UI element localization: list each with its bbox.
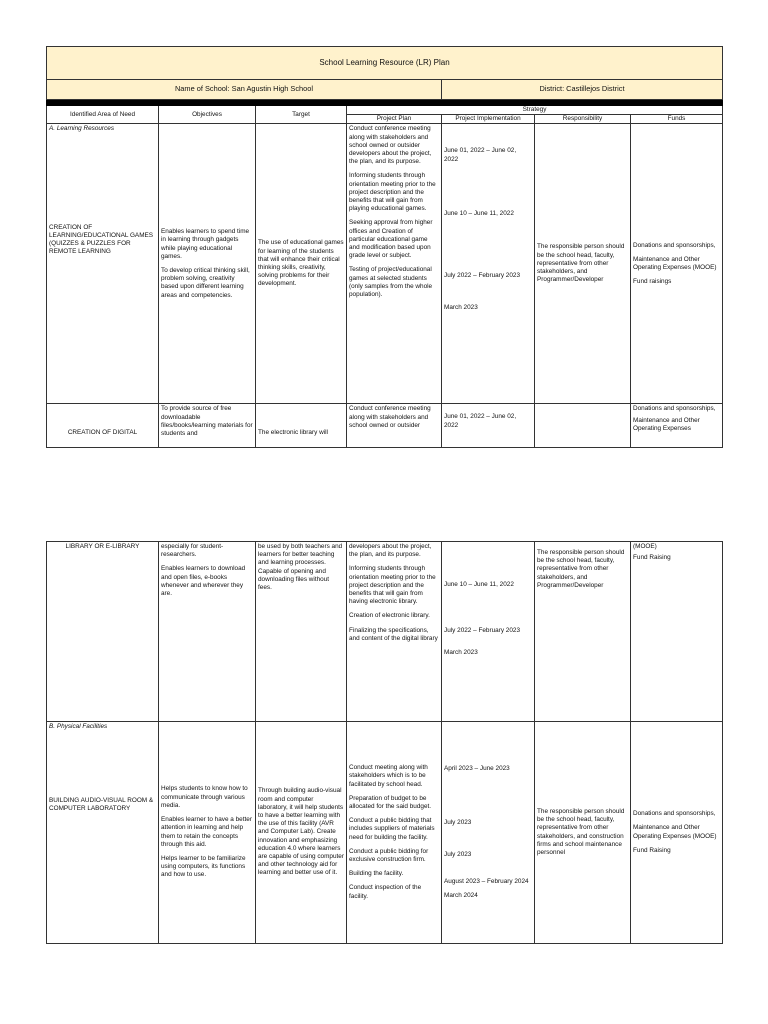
- library-implementation-cell-continued: [442, 542, 535, 722]
- games-area-cell: [47, 124, 159, 404]
- avr-area-label: BUILDING AUDIO-VISUAL ROOM & COMPUTER LABORATORY: [49, 797, 154, 813]
- games-target-cell: The use of educational games for learning of the students that will enhance their critical thinking skills, creativity, solving problems for their development.: [256, 124, 347, 404]
- header-target: Target: [256, 106, 347, 124]
- library-implementation-cell: [442, 404, 535, 448]
- plan-step: Informing students through orientation meeting prior to the project description and the benefits that will gain from playing educational games.: [349, 172, 436, 213]
- library-area-cell: [47, 404, 159, 448]
- avr-area-cell: [47, 722, 159, 944]
- library-objectives-cell: To provide source of free downloadable files/books/learning materials for students and: [159, 404, 256, 448]
- plan-step: Conduct a public bidding for exclusive construction firm.: [349, 847, 429, 863]
- avr-objectives-cell: [159, 722, 256, 944]
- plan-step: Creation of electronic library.: [349, 612, 430, 620]
- implementation-date: July 2023: [444, 851, 472, 859]
- plan-step: Seeking approval from higher offices and Creation of particular educational game and modification based upon grade level or subject.: [349, 219, 433, 260]
- implementation-date: July 2023: [444, 819, 472, 827]
- library-plan-cell: Conduct conference meeting along with stakeholders and school owned or outsider: [347, 404, 442, 448]
- plan-step: Conduct inspection of the facility.: [349, 884, 422, 900]
- lr-plan-table-continued: [46, 541, 723, 944]
- implementation-date: July 2022 – February 2023: [444, 272, 521, 280]
- library-plan-cell-continued: [347, 542, 442, 722]
- target-text: The electronic library will: [258, 429, 328, 437]
- implementation-date: August 2023 – February 2024: [444, 877, 529, 885]
- implementation-date: March 2023: [444, 304, 478, 312]
- fund-source: Fund Raising: [633, 846, 671, 854]
- fund-source: Fund raisings: [633, 278, 672, 286]
- implementation-date: April 2023 – June 2023: [444, 764, 510, 772]
- school-name: Name of School: San Agustin High School: [47, 80, 442, 100]
- fund-source: Fund Raising: [633, 554, 671, 562]
- implementation-date: June 01, 2022 – June 02, 2022: [444, 413, 517, 429]
- fund-source: Donations and sponsorships,: [633, 405, 716, 413]
- games-area-label: CREATION OF LEARNING/EDUCATIONAL GAMES (QUIZZES & PUZZLES FOR REMOTE LEARNING: [49, 223, 154, 256]
- plan-step: Preparation of budget to be allocated for the said budget.: [349, 794, 432, 810]
- avr-plan-cell: [347, 722, 442, 944]
- objective-text: To develop critical thinking skill, problem solving, creativity based upon different learning areas and competencies.: [161, 266, 250, 299]
- library-funds-cell: [631, 404, 723, 448]
- objective-text: Enables learner to have a better attention in learning and help them to retain the concepts through this aid.: [161, 816, 252, 848]
- avr-responsibility-cell: The responsible person should be the school head, faculty, representative from other stakeholders, and construction firms and school maintenance personnel: [535, 722, 631, 944]
- fund-source: Maintenance and Other Operating Expenses: [633, 416, 700, 432]
- objective-text: especially for student-researchers.: [161, 543, 224, 559]
- section-a-label: A. Learning Resources: [49, 125, 115, 133]
- games-implementation-cell: [442, 124, 535, 404]
- header-project-implementation: Project Implementation: [442, 115, 535, 124]
- header-project-plan: Project Plan: [347, 115, 442, 124]
- games-objectives-cell: [159, 124, 256, 404]
- responsibility-text: The responsible person should be the school head, faculty, representative from other stakeholders, and Programmer/Developer: [537, 549, 625, 589]
- plan-step: Conduct a public bidding that includes suppliers of materials need for building the facility.: [349, 817, 435, 841]
- district-name: District: Castillejos District: [442, 80, 723, 100]
- plan-title: School Learning Resource (LR) Plan: [47, 47, 723, 80]
- fund-source: Maintenance and Other Operating Expenses (MOOE): [633, 255, 717, 271]
- implementation-date: March 2023: [444, 649, 478, 657]
- fund-source: Donations and sponsorships,: [633, 241, 716, 249]
- objective-text: Helps students to know how to communicate through various media.: [161, 785, 248, 809]
- implementation-date: June 10 – June 11, 2022: [444, 209, 514, 217]
- objective-text: Enables learners to download and open files, e-books whenever and wherever they are.: [161, 565, 246, 598]
- games-plan-cell: [347, 124, 442, 404]
- fund-source: Maintenance and Other Operating Expenses (MOOE): [633, 824, 717, 840]
- library-area-label: LIBRARY OR E-LIBRARY: [65, 543, 140, 550]
- library-objectives-cell-continued: [159, 542, 256, 722]
- plan-step: Testing of project/educational games at selected students (only samples from the whole population).: [349, 266, 433, 299]
- games-responsibility-cell: The responsible person should be the school head, faculty, representative from other stakeholders, and Programmer/Developer: [535, 124, 631, 404]
- objective-text: Helps learner to be familiarize using computers, its functions and how to use.: [161, 854, 246, 879]
- section-b-label: B. Physical Facilities: [49, 723, 108, 730]
- implementation-date: June 10 – June 11, 2022: [444, 581, 514, 588]
- implementation-date: June 01, 2022 – June 02, 2022: [444, 147, 517, 163]
- library-funds-cell-continued: [631, 542, 723, 722]
- plan-step: developers about the project, the plan, and its purpose.: [349, 543, 432, 559]
- library-responsibility-cell: [535, 404, 631, 448]
- header-responsibility: Responsibility: [535, 115, 631, 124]
- plan-step: Conduct meeting along with stakeholders which is to be facilitated by school head.: [349, 764, 428, 788]
- plan-step: Finalizing the specifications, and content of the digital library: [349, 626, 438, 642]
- header-funds: Funds: [631, 115, 723, 124]
- plan-step: Building the facility.: [349, 870, 404, 878]
- lr-plan-table-page-1: [46, 46, 722, 448]
- objective-text: Enables learners to spend time in learning through gadgets while playing educational games.: [161, 228, 250, 260]
- plan-step: Informing students through orientation meeting prior to the project description and the benefits that will gain from having electronic library.: [349, 565, 436, 606]
- library-area-cell-continued: [47, 542, 159, 722]
- avr-funds-cell: [631, 722, 723, 944]
- plan-step: Conduct conference meeting along with stakeholders and school owned or outsider developers about the project, the plan, and its purpose.: [349, 125, 432, 166]
- implementation-date: July 2022 – February 2023: [444, 627, 521, 635]
- lr-plan-table: [46, 46, 723, 448]
- fund-source: Donations and sponsorships,: [633, 810, 716, 818]
- header-strategy: Strategy: [347, 106, 723, 115]
- library-target-cell: [256, 404, 347, 448]
- avr-implementation-cell: [442, 722, 535, 944]
- header-objectives: Objectives: [159, 106, 256, 124]
- games-funds-cell: [631, 124, 723, 404]
- library-area-label: CREATION OF DIGITAL: [67, 429, 138, 437]
- library-responsibility-cell-continued: [535, 542, 631, 722]
- fund-source: (MOOE): [633, 543, 657, 550]
- avr-target-cell: Through building audio-visual room and computer laboratory, it will help students to have a better learning with the use of this facility (AVR and Computer Lab). Create innovation and emphasizing education 4.0 where learners are capable of using computer and other technology aid for learning and better use of it.: [256, 722, 347, 944]
- implementation-date: March 2024: [444, 891, 478, 899]
- header-area: Identified Area of Need: [47, 106, 159, 124]
- lr-plan-table-page-2: [46, 541, 722, 944]
- library-target-cell-continued: be used by both teachers and learners for better teaching and learning processes. Capable of opening and downloading files without fees.: [256, 542, 347, 722]
